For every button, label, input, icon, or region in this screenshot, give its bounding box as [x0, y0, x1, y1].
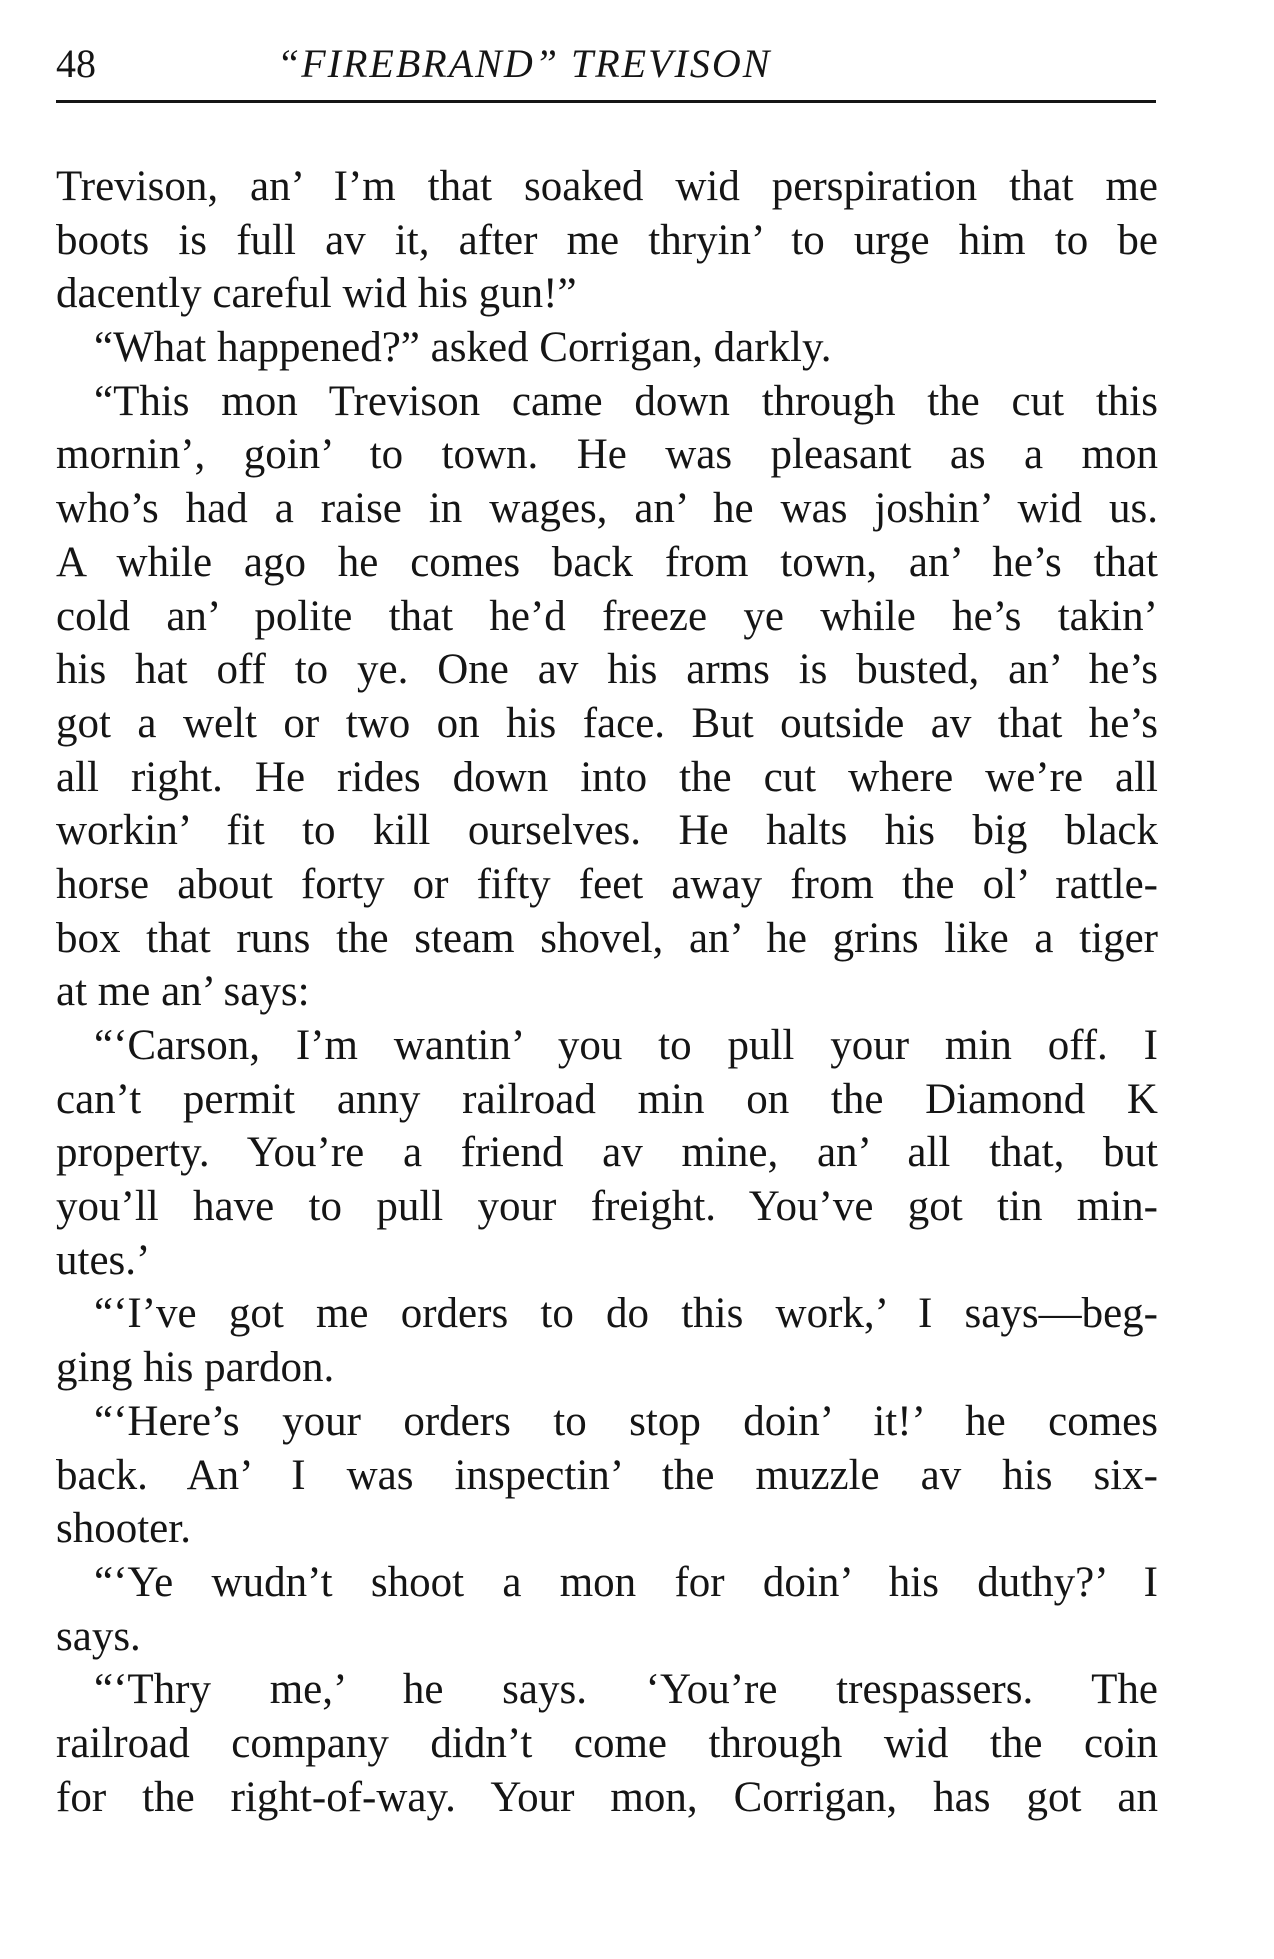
text-line: who’s had a raise in wages, an’ he was joshin’ wid us.: [56, 485, 1158, 533]
running-head: [56, 36, 1156, 96]
text-line: all right. He rides down into the cut where we’re all: [56, 753, 1158, 801]
text-line: got a welt or two on his face. But outside av that he’s: [56, 699, 1158, 747]
header-rule: [56, 100, 1156, 103]
text-line: shooter.: [56, 1505, 191, 1553]
text-line: ging his pardon.: [56, 1344, 335, 1392]
text-line: Trevison, an’ I’m that soaked wid perspiration that me: [56, 163, 1158, 210]
text-line: property. You’re a friend av mine, an’ all that, but: [56, 1129, 1158, 1177]
text-line: dacently careful wid his gun!”: [56, 270, 577, 318]
text-line: horse about forty or fifty feet away from the ol’ rattle-: [56, 860, 1158, 908]
text-line: you’ll have to pull your freight. You’ve got tin min-: [56, 1183, 1158, 1231]
text-line: “This mon Trevison came down through the cut this: [94, 377, 1158, 425]
text-line: mornin’, goin’ to town. He was pleasant as a mon: [56, 431, 1158, 479]
text-line: “‘Here’s your orders to stop doin’ it!’ he comes: [94, 1397, 1158, 1445]
text-line: A while ago he comes back from town, an’ he’s that: [56, 538, 1158, 586]
page-number: 48: [56, 41, 96, 86]
running-title: “FIREBRAND” TREVISON: [277, 41, 772, 86]
text-line: at me an’ says:: [56, 968, 310, 1016]
text-line: utes.’: [56, 1236, 151, 1284]
text-line: “‘Thry me,’ he says. ‘You’re trespassers. The: [94, 1666, 1158, 1714]
text-line: “‘Carson, I’m wantin’ you to pull your min off. I: [94, 1022, 1158, 1069]
text-line: for the right-of-way. Your mon, Corrigan, has got an: [56, 1773, 1158, 1821]
body-text: [56, 160, 1158, 1824]
text-line: boots is full av it, after me thryin’ to urge him to be: [56, 216, 1158, 264]
text-line: cold an’ polite that he’d freeze ye while he’s takin’: [56, 592, 1158, 640]
text-line: says.: [56, 1612, 141, 1660]
text-line: “‘Ye wudn’t shoot a mon for doin’ his duthy?’ I: [94, 1558, 1158, 1606]
text-line: back. An’ I was inspectin’ the muzzle av his six-: [56, 1451, 1158, 1499]
text-line: box that runs the steam shovel, an’ he grins like a tiger: [56, 914, 1158, 962]
text-line: workin’ fit to kill ourselves. He halts his big black: [56, 807, 1158, 855]
text-line: can’t permit anny railroad min on the Diamond K: [56, 1075, 1158, 1123]
text-line: “‘I’ve got me orders to do this work,’ I says—beg-: [94, 1290, 1158, 1338]
text-line: his hat off to ye. One av his arms is busted, an’ he’s: [56, 646, 1158, 694]
text-line: railroad company didn’t come through wid the coin: [56, 1719, 1158, 1767]
text-line: “What happened?” asked Corrigan, darkly.: [94, 324, 832, 372]
